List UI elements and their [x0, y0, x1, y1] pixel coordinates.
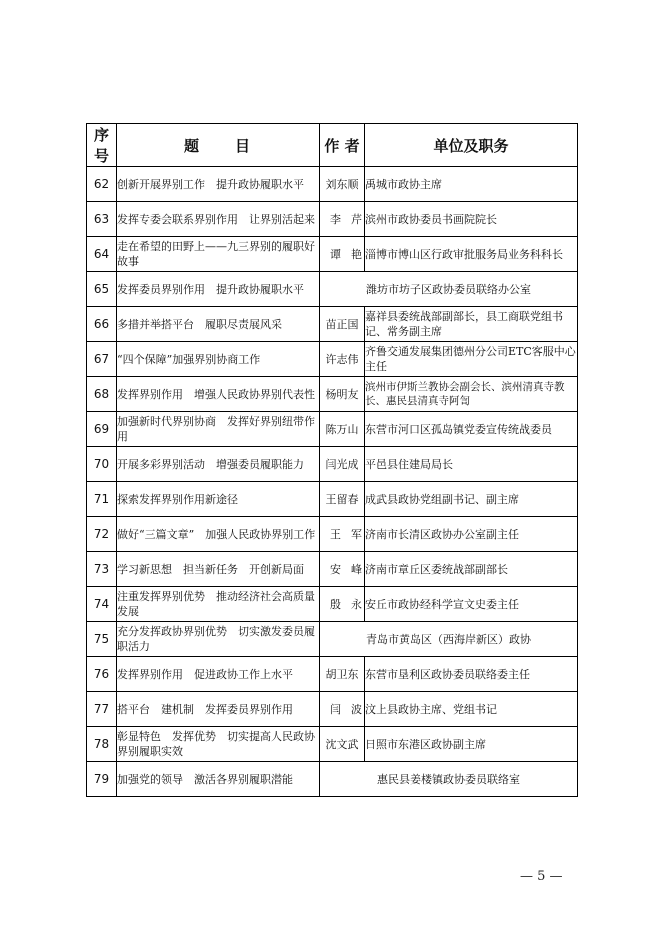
row-title: 学习新思想 担当新任务 开创新局面	[117, 552, 320, 587]
row-num: 70	[87, 447, 117, 482]
table-row	[87, 622, 578, 657]
row-author: 胡卫东	[320, 657, 365, 692]
row-num: 76	[87, 657, 117, 692]
row-author: 闫光成	[320, 447, 365, 482]
row-author: 李芹	[320, 202, 365, 237]
header-unit: 单位及职务	[365, 124, 578, 167]
row-author: 许志伟	[320, 342, 365, 377]
row-unit: 淄博市博山区行政审批服务局业务科科长	[365, 237, 578, 272]
table-row	[87, 447, 578, 482]
row-title: 搭平台 建机制 发挥委员界别作用	[117, 692, 320, 727]
row-title: “四个保障”加强界别协商工作	[117, 342, 320, 377]
row-title: 走在希望的田野上——九三界别的履职好故事	[117, 237, 320, 272]
row-title: 发挥专委会联系界别作用 让界别活起来	[117, 202, 320, 237]
table-row	[87, 377, 578, 412]
row-author: 闫波	[320, 692, 365, 727]
row-unit: 齐鲁交通发展集团德州分公司ETC客服中心主任	[365, 342, 578, 377]
row-author: 王留春	[320, 482, 365, 517]
table-header-row	[87, 124, 578, 167]
row-title: 加强党的领导 激活各界别履职潜能	[117, 762, 320, 797]
table-row	[87, 762, 578, 797]
table-row	[87, 202, 578, 237]
row-unit: 济南市长清区政协办公室副主任	[365, 517, 578, 552]
row-author: 刘东顺	[320, 167, 365, 202]
row-num: 64	[87, 237, 117, 272]
row-author: 王军	[320, 517, 365, 552]
header-author: 作 者	[320, 124, 365, 167]
row-num: 62	[87, 167, 117, 202]
row-num: 69	[87, 412, 117, 447]
table-row	[87, 167, 578, 202]
row-unit: 惠民县姜楼镇政协委员联络室	[320, 762, 578, 797]
table-row	[87, 692, 578, 727]
table-row	[87, 587, 578, 622]
table-row	[87, 727, 578, 762]
row-num: 72	[87, 517, 117, 552]
page-number: — 5 —	[520, 869, 563, 884]
row-title: 多措并举搭平台 履职尽责展风采	[117, 307, 320, 342]
row-unit: 潍坊市坊子区政协委员联络办公室	[320, 272, 578, 307]
row-unit: 济南市章丘区委统战部副部长	[365, 552, 578, 587]
row-num: 68	[87, 377, 117, 412]
row-num: 67	[87, 342, 117, 377]
row-title: 探索发挥界别作用新途径	[117, 482, 320, 517]
row-num: 79	[87, 762, 117, 797]
row-title: 发挥界别作用 增强人民政协界别代表性	[117, 377, 320, 412]
row-author: 杨明友	[320, 377, 365, 412]
row-title: 创新开展界别工作 提升政协履职水平	[117, 167, 320, 202]
row-num: 73	[87, 552, 117, 587]
row-num: 75	[87, 622, 117, 657]
row-num: 71	[87, 482, 117, 517]
table-row	[87, 272, 578, 307]
row-unit: 禹城市政协主席	[365, 167, 578, 202]
row-unit: 青岛市黄岛区（西海岸新区）政协	[320, 622, 578, 657]
row-num: 65	[87, 272, 117, 307]
table-row	[87, 412, 578, 447]
row-num: 66	[87, 307, 117, 342]
row-title: 发挥委员界别作用 提升政协履职水平	[117, 272, 320, 307]
row-unit: 滨州市伊斯兰教协会副会长、滨州清真寺教长、惠民县清真寺阿訇	[365, 377, 578, 412]
row-title: 注重发挥界别优势 推动经济社会高质量发展	[117, 587, 320, 622]
row-num: 74	[87, 587, 117, 622]
row-num: 78	[87, 727, 117, 762]
row-title: 加强新时代界别协商 发挥好界别纽带作用	[117, 412, 320, 447]
row-author: 谭艳	[320, 237, 365, 272]
table-row	[87, 517, 578, 552]
row-title: 充分发挥政协界别优势 切实激发委员履职活力	[117, 622, 320, 657]
row-num: 63	[87, 202, 117, 237]
row-unit: 日照市东港区政协副主席	[365, 727, 578, 762]
table-row	[87, 657, 578, 692]
row-unit: 嘉祥县委统战部副部长，县工商联党组书记、常务副主席	[365, 307, 578, 342]
row-num: 77	[87, 692, 117, 727]
article-list-table	[86, 123, 578, 797]
row-unit: 安丘市政协经科学宣文史委主任	[365, 587, 578, 622]
row-unit: 滨州市政协委员书画院院长	[365, 202, 578, 237]
row-unit: 汶上县政协主席、党组书记	[365, 692, 578, 727]
row-title: 做好“三篇文章” 加强人民政协界别工作	[117, 517, 320, 552]
row-unit: 东营市河口区孤岛镇党委宣传统战委员	[365, 412, 578, 447]
row-title: 开展多彩界别活动 增强委员履职能力	[117, 447, 320, 482]
table-row	[87, 482, 578, 517]
table-row	[87, 237, 578, 272]
row-author: 陈万山	[320, 412, 365, 447]
table-row	[87, 342, 578, 377]
table-row	[87, 307, 578, 342]
header-title: 题 目	[117, 124, 320, 167]
table-row	[87, 552, 578, 587]
row-unit: 东营市垦利区政协委员联络委主任	[365, 657, 578, 692]
row-author: 安峰	[320, 552, 365, 587]
row-unit: 平邑县住建局局长	[365, 447, 578, 482]
row-title: 发挥界别作用 促进政协工作上水平	[117, 657, 320, 692]
row-unit: 成武县政协党组副书记、副主席	[365, 482, 578, 517]
row-author: 沈文武	[320, 727, 365, 762]
row-title: 彰显特色 发挥优势 切实提高人民政协界别履职实效	[117, 727, 320, 762]
header-num: 序号	[87, 124, 117, 167]
row-author: 殷永	[320, 587, 365, 622]
row-author: 苗正国	[320, 307, 365, 342]
